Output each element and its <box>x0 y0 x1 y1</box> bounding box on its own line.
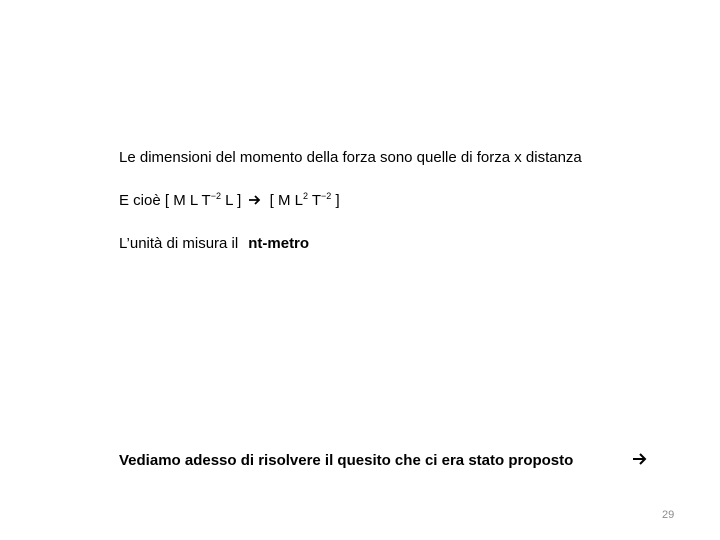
dimension-statement: Le dimensioni del momento della forza sono quelle di forza x distanza <box>119 149 582 166</box>
unit-name: nt-metro <box>248 235 310 252</box>
unit-statement <box>119 235 309 252</box>
formula-right-end: ] <box>331 192 340 209</box>
exponent: 2 <box>302 191 308 201</box>
right-arrow-icon <box>248 194 262 206</box>
unit-label: L’unità di misura il <box>119 235 239 252</box>
right-arrow-icon[interactable] <box>632 452 648 466</box>
formula-left: E cioè [ M L T <box>119 192 211 209</box>
formula-t: T <box>307 192 322 209</box>
page-number: 29 <box>662 509 675 521</box>
exponent: −2 <box>210 191 221 201</box>
dimension-formula <box>119 192 340 209</box>
formula-left-end: L ] <box>220 192 242 209</box>
formula-right: [ M L <box>269 192 303 209</box>
closing-statement: Vediamo adesso di risolvere il quesito che ci era stato proposto <box>119 452 574 469</box>
exponent: −2 <box>321 191 332 201</box>
